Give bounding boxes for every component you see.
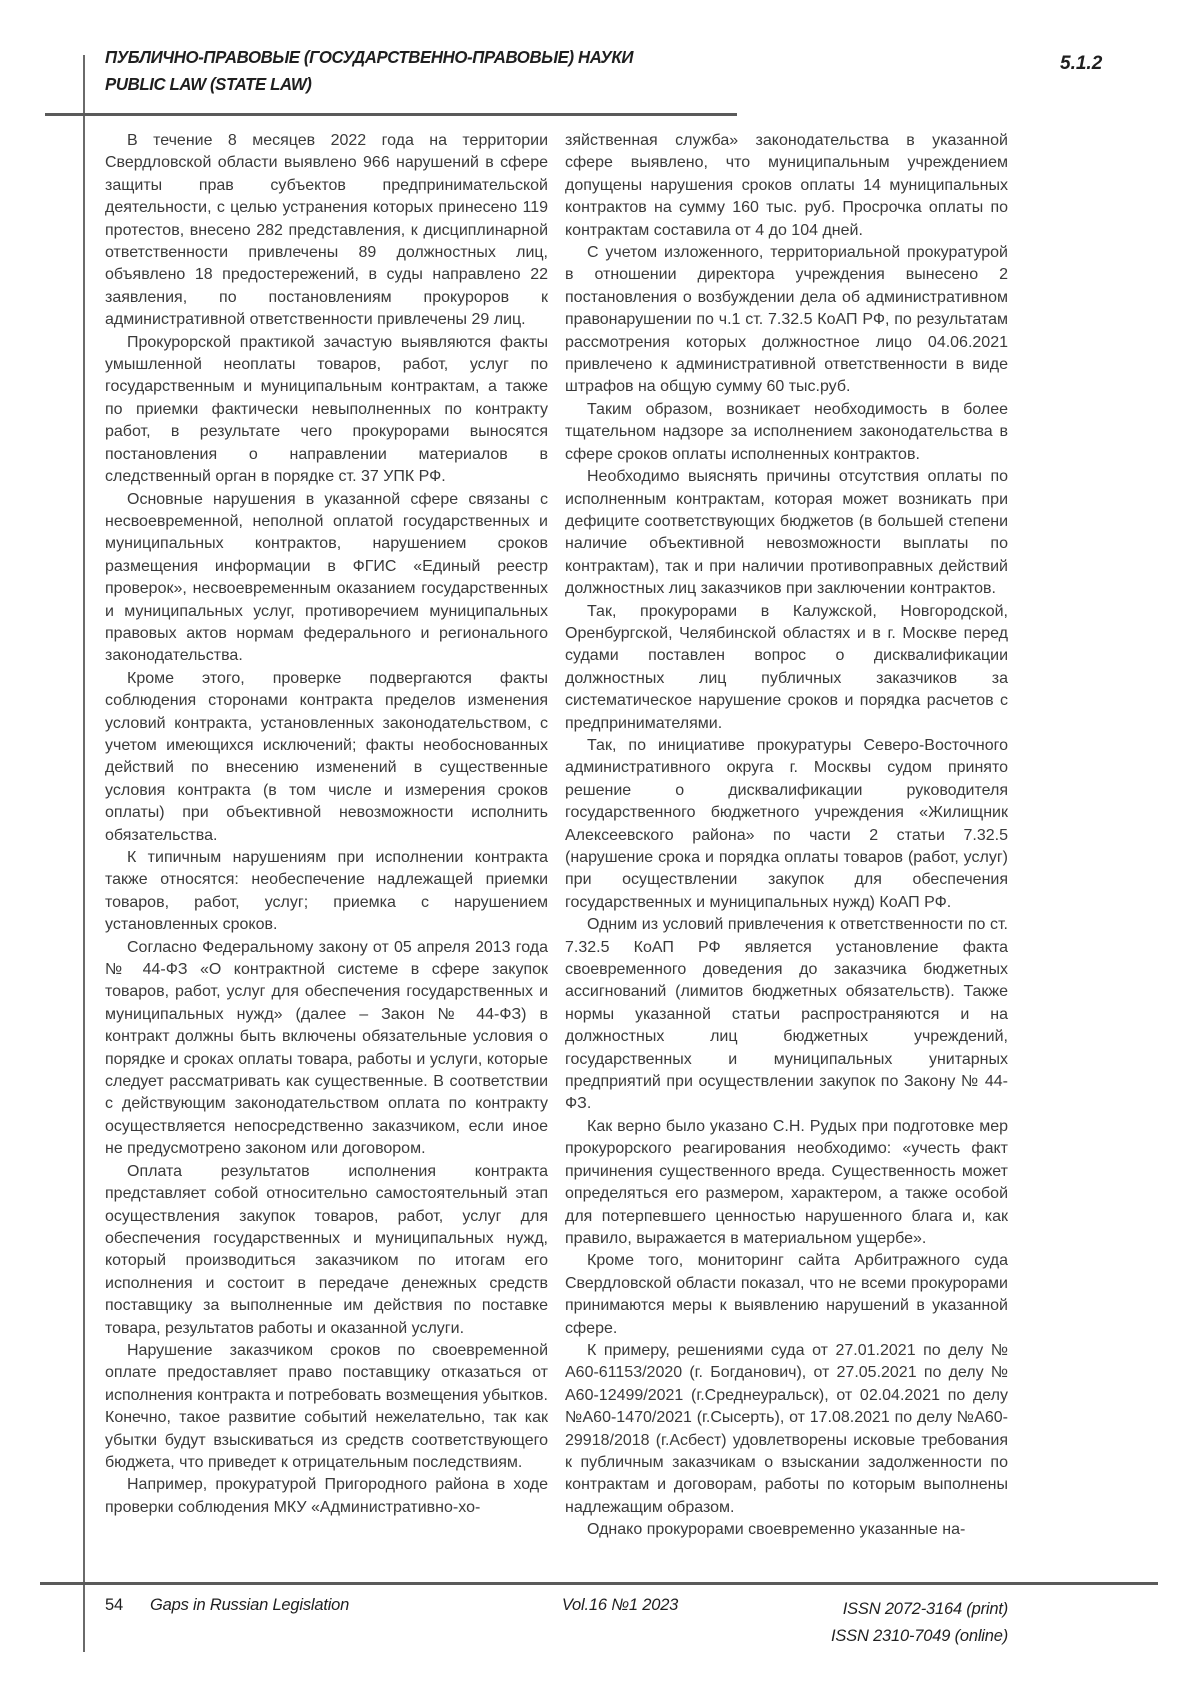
paragraph: Необходимо выяснять причины отсутствия оплаты по исполненным контрактам, которая может возникать при дефиците соответствующих бюджетов (в большей степени наличие объективной невозможности выплаты по контрактам), так и при наличии противоправных действий должностных лиц заказчиков при заключении контрактов. bbox=[565, 468, 1008, 598]
page-number: 54 bbox=[105, 1596, 123, 1614]
paragraph: зяйственная служба» законодательства в указанной сфере выявлено, что муниципальным учреждением допущены нарушения сроков оплаты 14 муниципальных контрактов на сумму 160 тыс. руб. Просрочка оплаты по контрактам составила от 4 до 104 дней. bbox=[565, 132, 1008, 239]
paragraph: Однако прокурорами своевременно указанные на- bbox=[587, 1521, 966, 1539]
paragraph: Согласно Федеральному закону от 05 апреля 2013 года № 44-ФЗ «О контрактной системе в сфере закупок товаров, работ, услуг для обеспечения государственных и муниципальных нужд» (далее – Закон № 44-ФЗ) в контракт должны быть включены обязательные условия о порядке и сроках оплаты товара, работы и услуги, которые следует рассматривать как существенные. В соответствии с действующим законодательством оплата по контракту осуществляется непосредственно заказчиком, если иное не предусмотрено законом или договором. bbox=[105, 938, 548, 1158]
journal-name: Gaps in Russian Legislation bbox=[150, 1596, 350, 1614]
paragraph: Кроме того, мониторинг сайта Арбитражного суда Свердловской области показал, что не всеми прокурорами принимаются меры к выявлению нарушений в указанной сфере. bbox=[565, 1252, 1008, 1337]
paragraph: Таким образом, возникает необходимость в более тщательном надзоре за исполнением законодательства в сфере сроков оплаты исполненных контрактов. bbox=[565, 400, 1008, 463]
paragraph: Например, прокуратурой Пригородного района в ходе проверки соблюдения МКУ «Административно-хо- bbox=[105, 1476, 548, 1516]
paragraph: Оплата результатов исполнения контракта представляет собой относительно самостоятельный этап осуществления закупок товаров, работ, услуг для обеспечения государственных и муниципальных нужд, который производиться заказчиком по итогам его исполнения и состоит в передаче денежных средств поставщику за выполненные им действия по поставке товара, результатов работы и оказанной услуги. bbox=[105, 1162, 548, 1337]
paragraph: Одним из условий привлечения к ответственности по ст. 7.32.5 КоАП РФ является установление факта своевременного доведения до заказчика бюджетных ассигнований (лимитов бюджетных обязательств). Также нормы указанной статьи распространяются и на должностных лиц бюджетных учреждений, государственных и муниципальных унитарных предприятий при осуществлении закупок по Закону № 44-ФЗ. bbox=[565, 916, 1008, 1113]
article-right-column bbox=[565, 130, 1008, 1542]
left-margin-rule bbox=[83, 55, 85, 1652]
paragraph: К типичным нарушениям при исполнении контракта также относятся: необеспечение надлежащей приемки товаров, работ, услуг; приемка с нарушением установленных сроков. bbox=[105, 849, 548, 934]
article-left-column bbox=[105, 130, 548, 1519]
paragraph: Основные нарушения в указанной сфере связаны с несвоевременной, неполной оплатой государственных и муниципальных контрактов, нарушением сроков размещения информации в ФГИС «Единый реестр проверок», несвоевременным оказанием государственных и муниципальных услуг, противоречием муниципальных правовых актов нормам федерального и регионального законодательства. bbox=[105, 490, 548, 665]
issn-print: ISSN 2072-3164 (print) bbox=[842, 1600, 1008, 1618]
issn-online: ISSN 2310-7049 (online) bbox=[830, 1627, 1008, 1645]
paragraph: Так, по инициативе прокуратуры Северо-Восточного административного округа г. Москвы судом принято решение о дисквалификации руководителя государственного бюджетного учреждения «Жилищник Алексеевского района» по части 2 статьи 7.32.5 (нарушение срока и порядка оплаты товаров (работ, услуг) при осуществлении закупок для обеспечения государственных и муниципальных нужд) КоАП РФ. bbox=[565, 736, 1008, 911]
paragraph: К примеру, решениями суда от 27.01.2021 по делу № А60-61153/2020 (г. Богданович), от 27.05.2021 по делу № А60-12499/2021 (г.Среднеуральск), от 02.04.2021 по делу №А60-1470/2021 (г.Сысерть), от 17.08.2021 по делу №А60-29918/2018 (г.Асбест) удовлетворены исковые требования к публичным заказчикам о взыскании задолженности по контрактам и договорам, работы по которым выполнены надлежащим образом. bbox=[565, 1341, 1008, 1516]
page-header bbox=[105, 44, 777, 98]
paragraph: В течение 8 месяцев 2022 года на территории Свердловской области выявлено 966 нарушений в сфере защиты прав субъектов предпринимательской деятельности, с целью устранения которых принесено 119 протестов, внесено 282 представления, к дисциплинарной ответственности привлечены 89 должностных лиц, объявлено 18 предостережений, в суды направлено 22 заявления, по постановлениям прокуроров к административной ответственности привлечены 29 лиц. bbox=[105, 132, 548, 329]
issn-block bbox=[831, 1596, 1008, 1650]
header-title-en: PUBLIC LAW (STATE LAW) bbox=[105, 74, 312, 94]
paragraph: Кроме этого, проверке подвергаются факты соблюдения сторонами контракта пределов изменения условий контракта, установленных законодательством, с учетом имеющихся исключений; факты необоснованных действий по внесению изменений в существенные условия контракта (в том числе и измерения сроков оплаты) при объективной невозможности исполнить обязательства. bbox=[105, 669, 548, 844]
paragraph: С учетом изложенного, территориальной прокуратурой в отношении директора учреждения вынесено 2 постановления о возбуждении дела об административном правонарушении по ч.1 ст. 7.32.5 КоАП РФ, по результатам рассмотрения которых должностное лицо 04.06.2021 привлечено к административной ответственности в виде штрафов на общую сумму 60 тыс.руб. bbox=[565, 244, 1008, 396]
volume-issue: Vol.16 №1 2023 bbox=[561, 1596, 679, 1614]
paragraph: Нарушение заказчиком сроков по своевременной оплате предоставляет право поставщику отказаться от исполнения контракта и потребовать возмещения убытков. Конечно, такое развитие событий нежелательно, так как убытки будут взыскиваться из средств соответствующего бюджета, что приведет к отрицательным последствиям. bbox=[105, 1341, 548, 1471]
header-title-ru: ПУБЛИЧНО-ПРАВОВЫЕ (ГОСУДАРСТВЕННО-ПРАВОВЫЕ) НАУКИ bbox=[105, 47, 634, 67]
paragraph: Как верно было указано С.Н. Рудых при подготовке мер прокурорского реагирования необходимо: «учесть факт причинения существенного вреда. Существенность может определяться его размером, характером, а также особой для потерпевшего ценностью нарушенного блага и, как правило, выражается в материальном ущербе». bbox=[565, 1117, 1008, 1247]
header-divider-rule bbox=[45, 113, 737, 116]
section-code: 5.1.2 bbox=[1060, 53, 1103, 74]
paragraph: Прокурорской практикой зачастую выявляются факты умышленной неоплаты товаров, работ, услуг по государственным и муниципальным контрактам, а также по приемки фактически невыполненных по контракту работ, в результате чего прокурорами выносятся постановления о направлении материалов в следственный орган в порядке ст. 37 УПК РФ. bbox=[105, 333, 548, 486]
page-footer bbox=[0, 1593, 1200, 1663]
footer-divider-rule bbox=[40, 1582, 1158, 1585]
paragraph: Так, прокурорами в Калужской, Новгородской, Оренбургской, Челябинской областях и в г. Москве перед судами поставлен вопрос о дисквалификации должностных лиц публичных заказчиков за систематическое нарушение сроков и порядка расчетов с предпринимателями. bbox=[565, 602, 1008, 732]
